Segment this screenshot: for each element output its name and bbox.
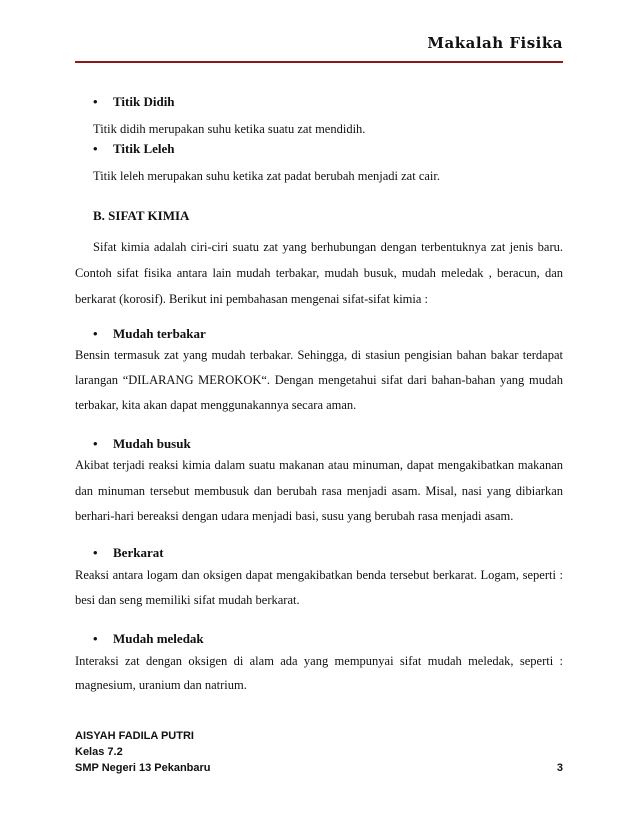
bullet-icon: • xyxy=(93,326,98,341)
bullet-heading-berkarat xyxy=(93,545,164,561)
bullet-icon: • xyxy=(93,631,98,646)
bullet-icon: • xyxy=(93,141,98,156)
bullet-heading-mudah-terbakar xyxy=(93,326,206,342)
bullet-icon: • xyxy=(93,436,98,451)
document-title: Makalah Fisika xyxy=(427,34,563,52)
paragraph-line: larangan “DILARANG MEROKOK“. Dengan mengetahui sifat dari bahan-bahan yang mudah xyxy=(75,373,563,387)
paragraph-line: berkarat (korosif). Berikut ini pembahasan mengenai sifat-sifat kimia : xyxy=(75,292,429,306)
heading-text: Mudah busuk xyxy=(113,436,191,451)
page-number: 3 xyxy=(556,762,563,774)
heading-text: Berkarat xyxy=(113,545,164,560)
paragraph-line: magnesium, uranium dan natrium. xyxy=(75,678,247,692)
paragraph-titik-leleh: Titik leleh merupakan suhu ketika zat padat berubah menjadi zat cair. xyxy=(93,169,440,183)
footer-class: Kelas 7.2 xyxy=(75,746,123,758)
paragraph-line: Akibat terjadi reaksi kimia dalam suatu makanan atau minuman, dapat mengakibatkan makanan xyxy=(75,458,563,472)
paragraph-line: besi dan seng memiliki sifat mudah berkarat. xyxy=(75,593,300,607)
footer-school: SMP Negeri 13 Pekanbaru xyxy=(75,762,211,774)
header-divider xyxy=(75,61,563,63)
paragraph-titik-didih: Titik didih merupakan suhu ketika suatu zat mendidih. xyxy=(93,122,366,136)
bullet-heading-mudah-meledak xyxy=(93,631,204,647)
paragraph-line: dan minuman tersebut membusuk dan berubah rasa menjadi asam. Misal, nasi yang dibiarkan xyxy=(75,484,563,498)
paragraph-line: Bensin termasuk zat yang mudah terbakar. Sehingga, di stasiun pengisian bahan bakar terdapat xyxy=(75,348,563,362)
bullet-heading-titik-leleh xyxy=(93,141,175,157)
bullet-heading-mudah-busuk xyxy=(93,436,191,452)
section-heading-sifat-kimia: B. SIFAT KIMIA xyxy=(93,208,190,223)
heading-text: Mudah terbakar xyxy=(113,326,206,341)
paragraph-line: terbakar, kita akan dapat menggunakannya secara aman. xyxy=(75,398,357,412)
paragraph-line: Sifat kimia adalah ciri-ciri suatu zat yang berhubungan dengan terbentuknya zat jenis baru. xyxy=(93,240,563,254)
bullet-icon: • xyxy=(93,94,98,109)
heading-text: Titik Didih xyxy=(113,94,175,109)
footer-author: AISYAH FADILA PUTRI xyxy=(75,730,194,742)
paragraph-line: Interaksi zat dengan oksigen di alam ada yang mempunyai sifat mudah meledak, seperti : xyxy=(75,654,563,668)
paragraph-line: berhari-hari bereaksi dengan udara menjadi basi, susu yang berubah rasa menjadi asam. xyxy=(75,509,514,523)
paragraph-line: Reaksi antara logam dan oksigen dapat mengakibatkan benda tersebut berkarat. Logam, seperti : xyxy=(75,568,563,582)
paragraph-line: Contoh sifat fisika antara lain mudah terbakar, mudah busuk, mudah meledak , beracun, dan xyxy=(75,266,563,280)
bullet-heading-titik-didih xyxy=(93,94,175,110)
bullet-icon: • xyxy=(93,545,98,560)
heading-text: Titik Leleh xyxy=(113,141,175,156)
heading-text: Mudah meledak xyxy=(113,631,204,646)
